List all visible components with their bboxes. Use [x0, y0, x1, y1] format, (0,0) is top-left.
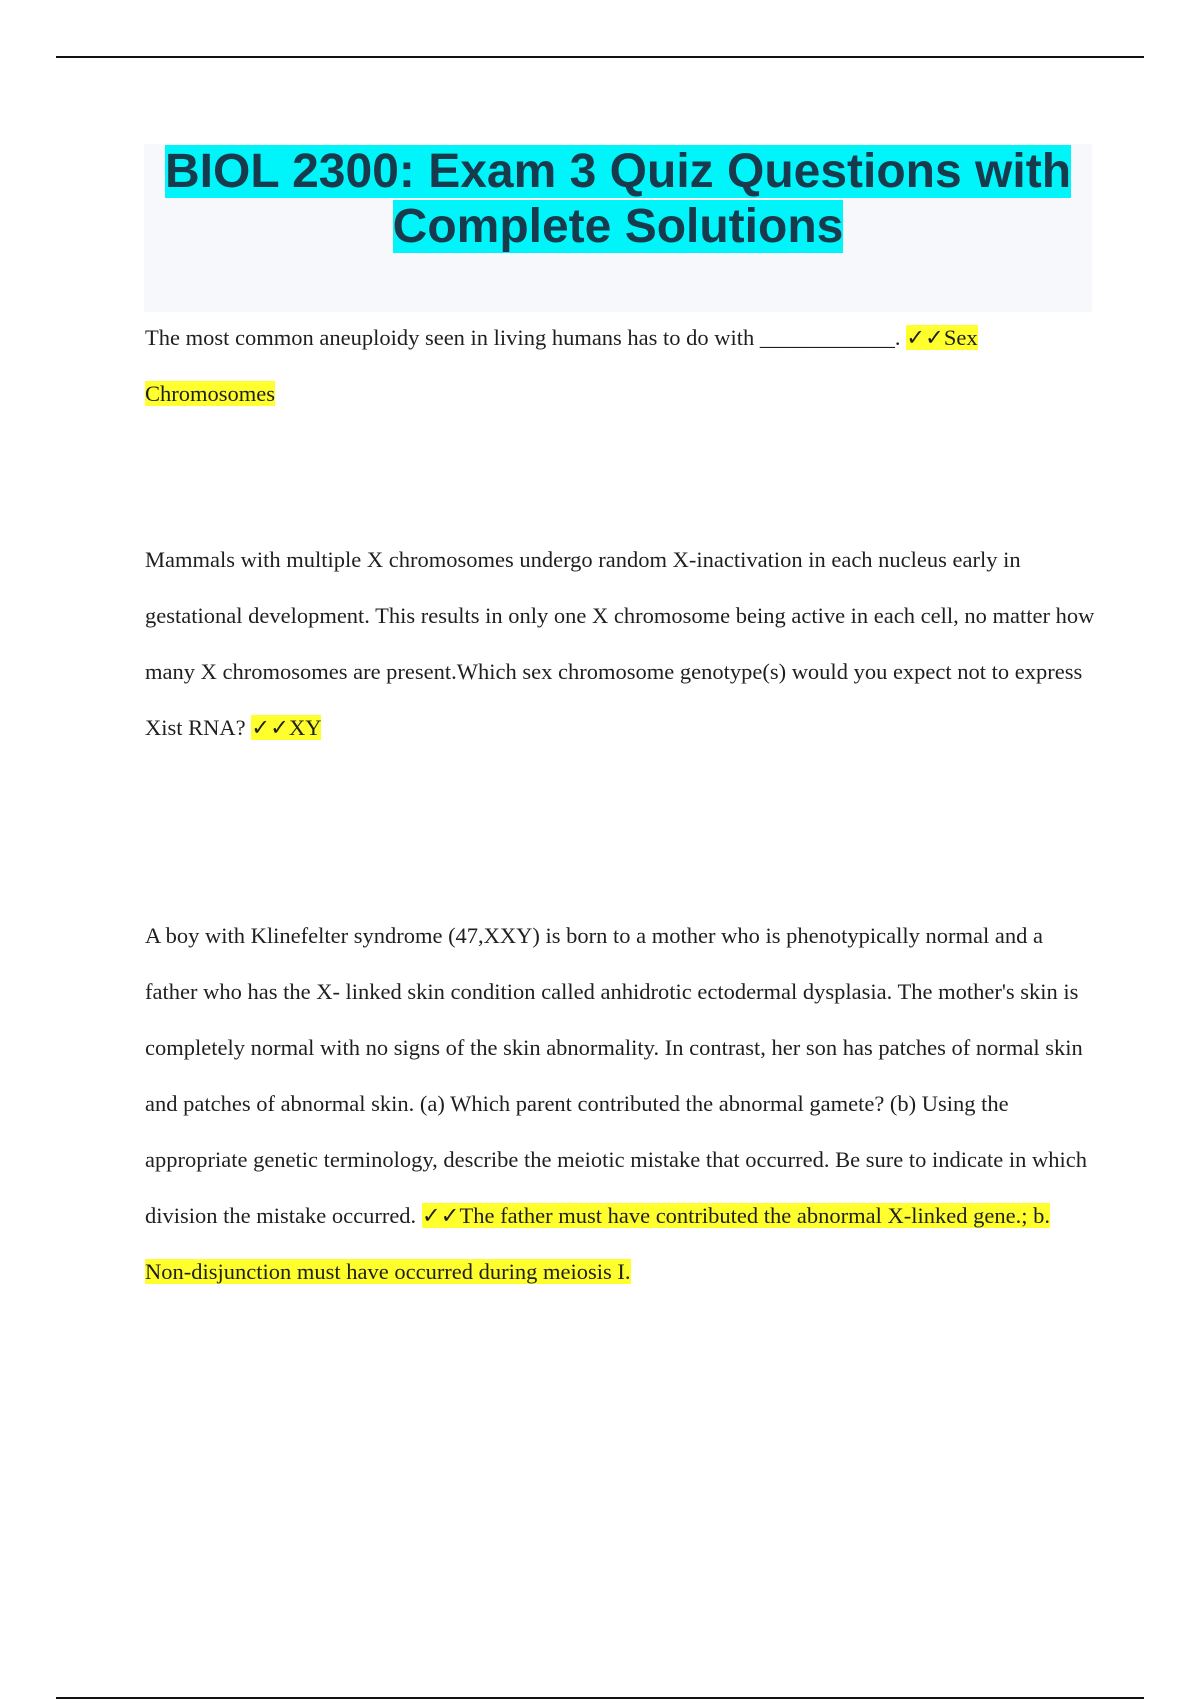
- answer-text: ✓✓XY: [251, 715, 322, 740]
- question-block: [145, 310, 1100, 422]
- document-title-text: BIOL 2300: Exam 3 Quiz Questions with Complete Solutions: [164, 145, 1072, 253]
- footer-rule: [56, 1697, 1144, 1699]
- document-title: [144, 144, 1092, 254]
- answer-text: ✓✓Sex Chromosomes: [145, 325, 978, 406]
- question-text: A boy with Klinefelter syndrome (47,XXY) is born to a mother who is phenotypically normal and a father who has the X- linked skin condition called anhidrotic ectodermal dysplasia. The mother's skin is completely normal with no signs of the skin abnormality. In contrast, her son has patches of normal skin and patches of abnormal skin. (a) Which parent contributed the abnormal gamete? (b) Using the appropriate genetic terminology, describe the meiotic mistake that occurred. Be sure to indicate in which division the mistake occurred.: [145, 923, 1087, 1228]
- title-banner: [144, 144, 1092, 312]
- answer-text: ✓✓The father must have contributed the abnormal X-linked gene.; b. Non-disjunction must have occurred during meiosis I.: [145, 1203, 1050, 1284]
- question-block: [145, 908, 1100, 1300]
- header-rule: [56, 56, 1144, 58]
- question-block: [145, 532, 1100, 756]
- question-text: Mammals with multiple X chromosomes undergo random X-inactivation in each nucleus early in gestational development. This results in only one X chromosome being active in each cell, no matter how many X chromosomes are present.Which sex chromosome genotype(s) would you expect not to express Xist RNA?: [145, 547, 1095, 740]
- question-text: The most common aneuploidy seen in living humans has to do with ____________.: [145, 325, 901, 350]
